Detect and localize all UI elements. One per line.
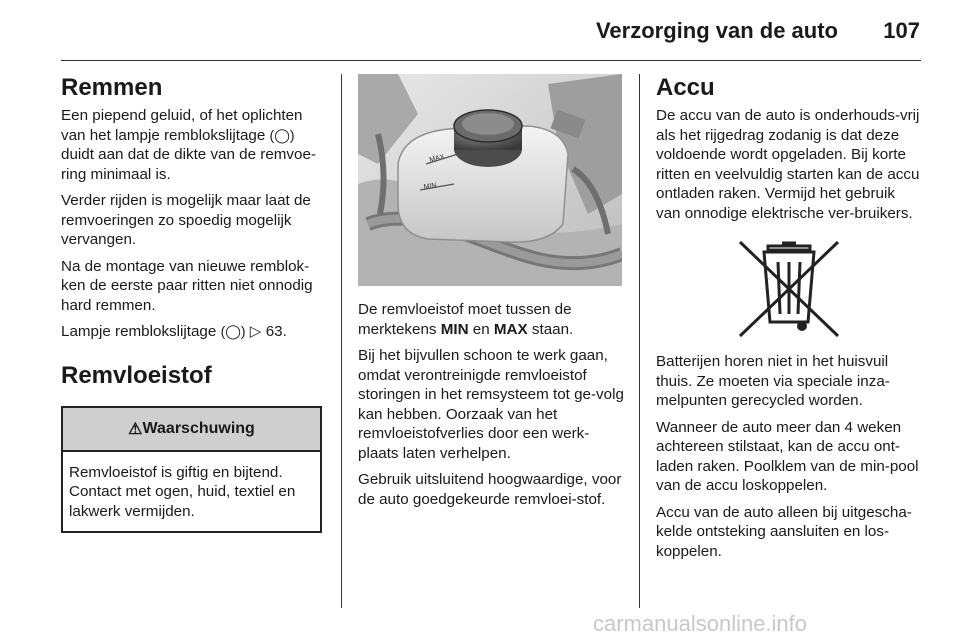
page-header (0, 0, 960, 62)
paragraph: Wanneer de auto meer dan 4 weken achtereen stilstaat, kan de accu ont-laden raken. Poolklem van de min-pool van de accu loskoppelen. (656, 418, 919, 494)
warning-header (63, 408, 320, 452)
right-column (656, 74, 922, 568)
crossed-out-bin-icon (656, 240, 922, 340)
warning-icon: ⚠ (128, 420, 143, 438)
text: staan. (527, 320, 574, 338)
min-mark: MIN (423, 182, 437, 191)
text: duidt aan dat de dikte van de remvoe-ring minimaal is. (61, 146, 316, 183)
brake-wear-icon: (◯) (220, 323, 246, 339)
column-divider (341, 74, 342, 608)
paragraph: Bij het bijvullen schoon te werk gaan, omdat verontreinigde remvloeistof storingen in het remsysteem tot ge-volg kan hebben. Oorzaak van het remvloeistofverlies door een werk-plaats laten verhelpen. (358, 347, 624, 462)
heading-remvloeistof: Remvloeistof (61, 361, 212, 389)
heading-accu: Accu (656, 74, 715, 101)
min-label: MIN (440, 320, 469, 338)
paragraph (61, 106, 327, 184)
middle-column (358, 74, 626, 516)
section-title: Verzorging van de auto (595, 18, 838, 43)
text: Een piepend geluid, of het oplichten van het lampje remblokslijtage (61, 107, 303, 144)
heading-remmen: Remmen (61, 74, 163, 101)
header-rule (61, 60, 921, 61)
warning-title: Waarschuwing (142, 419, 255, 437)
paragraph: De accu van de auto is onderhouds-vrij als het rijgedrag zodanig is dat deze voldoende wordt opgeladen. Bij korte ritten en veelvuldig starten kan de accu ontladen raken. Vermijd het gebruik van onnodige elektrische ver-bruikers. (656, 107, 920, 222)
max-mark: MAX (428, 153, 446, 164)
paragraph (61, 322, 327, 342)
text: Lampje remblokslijtage (61, 323, 217, 340)
warning-text: Remvloeistof is giftig en bijtend. Contact met ogen, huid, textiel en lakwerk vermijden. (69, 463, 296, 520)
paragraph: Na de montage van nieuwe remblok-ken de eerste paar ritten niet onnodig hard remmen. (61, 257, 313, 314)
brake-wear-icon: (◯) (269, 126, 295, 143)
paragraph: Accu van de auto alleen bij uitgescha-kelde ontsteking aansluiten en los-koppelen. (656, 503, 912, 560)
paragraph: Batterijen horen niet in het huisvuil thuis. Ze moeten via speciale inza-melpunten gerecycled worden. (656, 353, 890, 409)
paragraph: Gebruik uitsluitend hoogwaardige, voor de auto goedgekeurde remvloei-stof. (358, 471, 622, 508)
column-divider (639, 74, 640, 608)
watermark: carmanualsonline.info (593, 611, 808, 636)
page-reference-icon: ▷ (249, 323, 262, 340)
brake-fluid-reservoir-illustration (358, 74, 622, 286)
max-label: MAX (493, 320, 528, 338)
text: en (468, 320, 494, 338)
text: De remvloeistof moet tussen de merktekens (358, 301, 572, 338)
left-column (61, 74, 327, 533)
warning-box (61, 406, 322, 534)
page-number: 107 (883, 18, 920, 43)
paragraph: Verder rijden is mogelijk maar laat de remvoeringen zo spoedig mogelijk vervangen. (61, 192, 311, 248)
paragraph (358, 300, 626, 339)
page-reference[interactable]: 63. (265, 323, 287, 340)
